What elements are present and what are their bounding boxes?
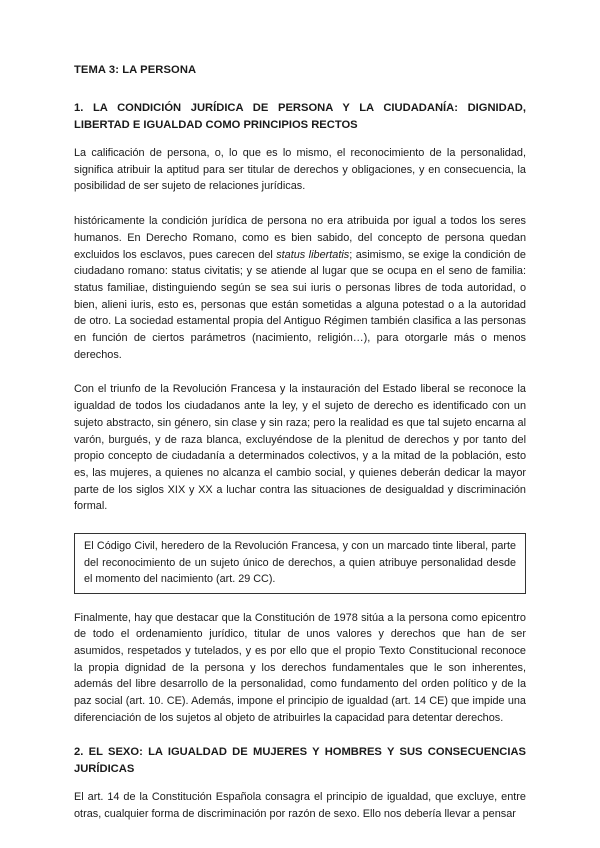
section-1-heading: 1. LA CONDICIÓN JURÍDICA DE PERSONA Y LA CIUDADANÍA: DIGNIDAD, LIBERTAD E IGUALDAD COMO PRINCIPIOS RECTOS xyxy=(74,102,526,131)
section-1-paragraph-1: La calificación de persona, o, lo que es lo mismo, el reconocimiento de la personalidad, significa atribuir la aptitud para ser titular de derechos y obligaciones, y en consecuencia, la posibilidad de ser sujeto de relaciones jurídicas. xyxy=(74,147,526,193)
document-page xyxy=(74,64,526,841)
section-2-heading: 2. EL SEXO: LA IGUALDAD DE MUJERES Y HOMBRES Y SUS CONSECUENCIAS JURÍDICAS xyxy=(74,746,526,775)
paragraph-2-text-a: históricamente la condición jurídica de persona no era atribuida por igual a todos los seres humanos. En Derecho Romano, como es bien sabido, del concepto de persona quedan excluidos los esclavos, pues carecen del xyxy=(74,215,526,261)
section-1-paragraph-2 xyxy=(74,213,526,363)
document-title: TEMA 3: LA PERSONA xyxy=(74,64,197,76)
section-1-paragraph-3: Con el triunfo de la Revolución Francesa y la instauración del Estado liberal se reconoce la igualdad de todos los ciudadanos ante la ley, y el sujeto de derecho es identificado con un sujeto abstracto, sin género, sin clase y sin raza; pero la realidad es que tal sujeto encarna al varón, burgués, y de raza blanca, excluyéndose de la plenitud de derechos y por tanto del propio concepto de ciudadanía a determinados colectivos, y a la mitad de la población, esto es, las mujeres, a quienes no alcanza el cambio social, y quienes deberán dedicar la mayor parte de los siglos XIX y XX a luchar contra las situaciones de desigualdad y discriminación formal. xyxy=(74,383,526,513)
paragraph-2-emphasis: status libertatis xyxy=(276,248,350,261)
paragraph-2-text-b: ; asimismo, se exige la condición de ciudadano romano: status civitatis; y se atiende al lugar que se ocupa en el seno de familia: status familiae, distinguiendo según se sea sui iuris o personas libres de toda autoridad, o bien, alieni iuris, esto es, personas que están sometidas a alguna potestad o a la autoridad de otro. La sociedad estamental propia del Antiguo Régimen también clasifica a las personas en función de ciertos parámetros (nacimiento, religión…), para otorgarle más o menos derechos. xyxy=(74,248,526,361)
section-2-paragraph-1: El art. 14 de la Constitución Española consagra el principio de igualdad, que excluye, entre otras, cualquier forma de discriminación por razón de sexo. Ello nos debería llevar a pensar xyxy=(74,791,526,821)
section-1-paragraph-4: Finalmente, hay que destacar que la Constitución de 1978 sitúa a la persona como epicentro de todo el ordenamiento jurídico, titular de unos valores y derechos que han de ser asumidos, respetados y tutelados, y es por ello que el propio Texto Constitucional reconoce la propia dignidad de la persona y los derechos fundamentales que le son inherentes, además del libre desarrollo de la personalidad, como fundamento del orden político y de la paz social (art. 10. CE). Además, impone el principio de igualdad (art. 14 CE) que impide una diferenciación de los sujetos al objeto de atribuirles la capacidad para detentar derechos. xyxy=(74,611,526,724)
civil-code-callout-box: El Código Civil, heredero de la Revolución Francesa, y con un marcado tinte liberal, parte del reconocimiento de un sujeto único de derechos, a quien atribuye personalidad desde el momento del nacimiento (art. 29 CC). xyxy=(74,533,526,594)
